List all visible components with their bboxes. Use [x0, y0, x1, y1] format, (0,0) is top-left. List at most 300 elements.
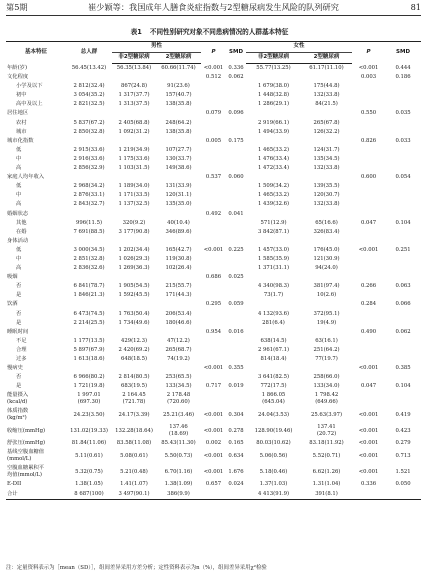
table-cell: 2 178.48 (720.60) [166, 392, 191, 406]
table-cell: 0.062 [395, 328, 411, 335]
table-cell: 1 721(19.8) [73, 383, 105, 390]
table-cell: 0.035 [395, 110, 411, 117]
table-cell: 0.165 [228, 440, 244, 447]
row-label: E-DII [7, 481, 22, 488]
table-cell: 320(9.2) [122, 219, 146, 226]
table-cell [66, 173, 112, 182]
table-cell: <0.001 [358, 365, 379, 372]
table-cell: 132(33.8) [313, 201, 340, 208]
table-cell: 133(34.5) [165, 383, 192, 390]
table-cell: 0.295 [205, 301, 222, 308]
table-cell [112, 109, 156, 118]
table-cell: 2 836(32.6) [73, 265, 105, 272]
table-cell: 1 465(33.2) [257, 146, 290, 153]
table-cell: 180(46.6) [165, 319, 192, 326]
table-cell [226, 337, 246, 346]
table-cell: 2 851(32.8) [73, 255, 105, 262]
table-cell [112, 300, 156, 309]
col-smd-male: SMD [226, 42, 246, 64]
table-cell [226, 373, 246, 382]
table-row [6, 448, 421, 464]
row-label: 空腹血糖累积平 均值(mmol/L) [7, 465, 45, 479]
table-cell [156, 73, 201, 82]
table-cell: 1 189(34.0) [118, 183, 150, 190]
table-cell: 1 905(54.5) [118, 283, 150, 290]
table-row [6, 155, 421, 164]
table-cell: 74(19.2) [167, 356, 190, 362]
col-p-female: P [352, 42, 385, 64]
table-cell: 1 177(13.5) [73, 337, 105, 344]
table-row [6, 490, 421, 500]
row-label: 过多 [16, 356, 27, 362]
col-basic: 基本特征 [6, 42, 66, 64]
table-cell: 326(83.4) [313, 228, 340, 235]
table-cell: 0.634 [228, 452, 244, 459]
row-label: 否 [16, 283, 22, 290]
row-label: 中 [16, 192, 22, 199]
row-label: 低 [16, 246, 22, 253]
table-cell: 0.512 [205, 74, 222, 81]
table-cell [201, 346, 226, 355]
table-cell: 0.304 [228, 411, 244, 418]
table-cell [301, 273, 352, 282]
table-cell: 5 837(67.2) [73, 119, 105, 126]
table-row [6, 173, 421, 182]
table-cell [385, 200, 421, 209]
table-cell: 19(4.9) [316, 319, 337, 326]
table-number: 表1 [130, 28, 142, 36]
row-label: 体质指数 (kg/m²) [7, 408, 29, 422]
row-label: 高 [16, 201, 22, 208]
table-caption [0, 26, 427, 36]
col-female-non-t2dm: 非2型糖尿病 [246, 53, 301, 64]
table-row [6, 91, 421, 100]
table-cell: <0.001 [203, 468, 224, 475]
table-cell: 1 269(36.3) [118, 265, 150, 272]
table-cell [201, 391, 226, 407]
table-cell: 25.63(3.97) [310, 411, 343, 418]
row-label: 慢病史 [7, 365, 23, 372]
row-label: 中 [16, 255, 22, 262]
table-cell: 648(18.5) [120, 356, 148, 362]
table-cell: 683(19.5) [120, 383, 148, 390]
table-cell: 1 997.01 (697.30) [77, 392, 101, 406]
table-cell: 1 476(33.4) [257, 155, 290, 162]
table-cell [156, 273, 201, 282]
table-cell [385, 119, 421, 128]
table-cell: 1.38(1.09) [164, 481, 193, 488]
table-cell: 1.31(1.04) [312, 481, 341, 488]
table-cell: 0.002 [205, 440, 222, 447]
table-cell: 346(89.6) [165, 228, 192, 235]
table-cell: 0.060 [228, 174, 244, 181]
table-cell: 0.079 [205, 110, 222, 117]
row-label: 睡眠时间 [7, 328, 29, 335]
table-cell [352, 255, 385, 264]
table-cell: 0.225 [228, 246, 244, 253]
col-p-male: P [201, 42, 226, 64]
table-row [6, 219, 421, 228]
table-cell: 265(68.7) [165, 346, 192, 353]
table-cell: 0.419 [395, 411, 411, 418]
table-row [6, 182, 421, 191]
table-cell: 0.066 [395, 301, 411, 308]
table-row [6, 391, 421, 407]
table-cell: 0.186 [395, 74, 411, 81]
table-cell [201, 228, 226, 237]
table-cell: 0.251 [395, 246, 411, 253]
col-female: 女性 [246, 42, 352, 53]
table-cell [385, 164, 421, 173]
table-cell [156, 137, 201, 146]
table-cell: 121(30.9) [313, 255, 340, 262]
row-label: 文化程度 [7, 74, 29, 81]
table-cell [385, 91, 421, 100]
table-cell [352, 228, 385, 237]
table-cell: 6.70(1.16) [164, 468, 193, 475]
table-cell: 73(1.7) [263, 292, 284, 299]
table-cell: 131.02(19.33) [70, 427, 108, 434]
table-cell: 0.104 [395, 383, 411, 390]
table-cell [201, 319, 226, 328]
table-cell [226, 490, 246, 500]
table-cell [66, 137, 112, 146]
table-cell: 2 821(32.5) [73, 101, 105, 108]
table-cell [352, 82, 385, 91]
table-cell: 60.66(11.74) [161, 65, 196, 71]
table-cell: 0.490 [360, 328, 377, 335]
table-cell [226, 82, 246, 91]
table-cell [112, 237, 156, 246]
table-cell [112, 328, 156, 337]
table-cell [385, 182, 421, 191]
row-label: 中 [16, 155, 22, 162]
table-cell: 2 843(32.7) [73, 201, 105, 208]
table-cell [201, 164, 226, 173]
table-cell: 0.713 [395, 452, 411, 459]
table-row [6, 364, 421, 373]
table-cell: 1 592(45.5) [118, 292, 150, 299]
table-cell [156, 173, 201, 182]
table-cell: 258(66.0) [313, 374, 340, 381]
table-cell [66, 109, 112, 118]
table-cell: 2 915(33.6) [73, 146, 105, 153]
table-cell: 107(27.7) [165, 146, 192, 153]
table-row [6, 246, 421, 255]
table-cell: 0.266 [360, 283, 377, 290]
table-cell: 83.58(11.08) [116, 440, 152, 447]
table-row [6, 291, 421, 300]
table-cell: 571(12.9) [260, 219, 287, 226]
table-cell: 1 509(34.2) [257, 183, 290, 190]
table-cell: 1 317(37.7) [118, 92, 150, 99]
table-cell [246, 364, 301, 373]
table-cell: 0.005 [205, 137, 222, 144]
table-cell: 2 919(66.1) [257, 119, 290, 126]
table-cell: 81.84(11.06) [71, 440, 107, 447]
table-cell: 429(12.3) [120, 337, 148, 344]
table-cell: 1 439(32.6) [257, 201, 290, 208]
table-cell [226, 100, 246, 109]
table-cell [301, 328, 352, 337]
table-cell: 0.059 [228, 301, 244, 308]
header-rule [6, 15, 421, 16]
table-cell [226, 355, 246, 364]
table-row [6, 109, 421, 118]
table-cell: 135(34.5) [313, 155, 340, 162]
table-cell [385, 373, 421, 382]
row-label: 城市 [16, 128, 27, 135]
header-row-1 [6, 42, 421, 53]
table-cell: 248(64.2) [165, 119, 192, 126]
table-cell [385, 146, 421, 155]
table-cell [226, 319, 246, 328]
table-cell [352, 119, 385, 128]
table-cell [246, 273, 301, 282]
table-cell: 1 585(35.9) [257, 255, 290, 262]
table-cell [352, 291, 385, 300]
table-cell [352, 310, 385, 319]
table-cell: 0.096 [228, 110, 244, 117]
table-cell [201, 264, 226, 273]
table-cell: 3 000(34.5) [73, 246, 105, 253]
table-cell [226, 146, 246, 155]
table-cell [352, 319, 385, 328]
table-cell: 137.46 (18.69) [168, 424, 189, 438]
table-cell [385, 210, 421, 219]
table-cell [385, 273, 421, 282]
table-cell: 0.279 [395, 440, 411, 447]
table-cell [226, 155, 246, 164]
table-cell [352, 191, 385, 200]
row-label: 城市化指数 [7, 137, 34, 144]
table-row [6, 146, 421, 155]
table-cell: 281(6.4) [262, 319, 285, 326]
table-row [6, 137, 421, 146]
table-row [6, 480, 421, 489]
table-cell: 1 092(31.2) [118, 128, 150, 135]
table-cell [226, 346, 246, 355]
table-cell: 4 132(93.6) [257, 310, 290, 317]
table-cell: 1 202(34.4) [118, 246, 150, 253]
table-row [6, 337, 421, 346]
table-cell [201, 373, 226, 382]
table-row [6, 64, 421, 74]
table-cell [226, 200, 246, 209]
table-cell: 867(24.8) [120, 83, 148, 90]
table-cell [112, 173, 156, 182]
table-cell: 120(31.1) [165, 192, 192, 199]
table-cell [352, 273, 385, 282]
table-cell: 5.06(0.56) [259, 452, 288, 459]
table-cell: 135(35.0) [165, 201, 192, 208]
row-label: 婚姻状态 [7, 210, 29, 217]
table-cell: 132(33.8) [313, 165, 340, 172]
table-cell [246, 173, 301, 182]
row-label: 收缩压(mmHg) [7, 427, 46, 434]
table-cell: 0.954 [205, 328, 222, 335]
table-cell: 0.047 [360, 219, 377, 226]
table-cell: <0.001 [358, 452, 379, 459]
table-cell [385, 264, 421, 273]
table-cell: 5.21(0.48) [120, 468, 148, 475]
row-label: 家庭人均年收入 [7, 174, 45, 181]
running-title: 崔少颖等：我国成年人膳食炎症指数与2型糖尿病发生风险的队列研究 [88, 2, 339, 12]
row-label: 否 [16, 310, 22, 317]
table-cell [246, 73, 301, 82]
table-cell: 139(35.5) [313, 183, 340, 190]
table-cell [226, 282, 246, 291]
row-label: 饮酒 [7, 301, 18, 308]
col-total: 总人群 [66, 42, 112, 64]
table-cell [301, 364, 352, 373]
table-cell: 1 472(33.4) [257, 165, 290, 172]
table-cell: 5.11(0.61) [75, 452, 103, 459]
table-cell: 2 968(34.2) [73, 183, 105, 190]
table-cell: 206(53.4) [165, 310, 192, 317]
table-cell [112, 273, 156, 282]
table-cell: <0.001 [203, 64, 224, 71]
table-cell [352, 490, 385, 500]
table-cell [156, 300, 201, 309]
table-cell [385, 128, 421, 137]
table-cell [156, 210, 201, 219]
table-cell: 1 846(21.3) [73, 292, 105, 299]
table-cell: 265(67.8) [313, 119, 340, 126]
table-cell: 2 405(68.8) [118, 119, 150, 126]
row-label: 身体活动 [7, 237, 29, 244]
table-cell: 0.016 [228, 328, 244, 335]
table-cell: <0.001 [358, 411, 379, 418]
table-cell: 0.385 [395, 365, 411, 372]
table-cell [66, 210, 112, 219]
table-cell [226, 219, 246, 228]
table-cell: <0.001 [203, 246, 224, 253]
table-cell [66, 273, 112, 282]
table-cell: <0.001 [203, 365, 224, 372]
table-cell: 0.717 [205, 383, 222, 390]
table-cell: 1 494(33.9) [257, 128, 290, 135]
table-cell [352, 146, 385, 155]
table-cell [226, 237, 246, 246]
table-cell [66, 328, 112, 337]
table-cell: 0.444 [395, 64, 411, 71]
table-cell [301, 73, 352, 82]
table-cell: 1 465(33.2) [257, 192, 290, 199]
table-cell: 1.41(1.07) [120, 481, 148, 488]
table-cell [156, 237, 201, 246]
table-cell: 102(26.4) [165, 265, 192, 272]
table-cell [226, 310, 246, 319]
col-smd-female: SMD [385, 42, 421, 64]
table-cell [66, 73, 112, 82]
table-cell: 0.003 [360, 74, 377, 81]
table-cell [352, 337, 385, 346]
table-cell: 1 286(29.1) [257, 101, 290, 108]
table-cell: 126(32.2) [313, 128, 340, 135]
row-label: 高中及以上 [16, 101, 43, 108]
table-cell: 1 313(37.5) [118, 101, 150, 108]
table-row [6, 328, 421, 337]
row-label: 是 [16, 383, 22, 390]
table-cell: 5 897(67.9) [73, 346, 105, 353]
table-cell: 128.90(19.46) [254, 427, 293, 434]
table-cell: 138(35.8) [165, 101, 192, 108]
table-cell: 814(18.4) [260, 356, 287, 362]
row-label: 高 [16, 165, 22, 172]
row-label: 初中 [16, 92, 27, 99]
table-cell [246, 328, 301, 337]
table-row [6, 237, 421, 246]
table-cell: 3 842(87.1) [257, 228, 290, 235]
table-cell [201, 219, 226, 228]
table-cell: 2 961(67.1) [257, 346, 290, 353]
table-cell: 0.336 [360, 481, 377, 488]
row-label: 合理 [16, 346, 27, 353]
table-cell [246, 237, 301, 246]
table-cell: 381(97.4) [313, 283, 340, 290]
table-cell: <0.001 [203, 427, 224, 434]
table-cell: 0.284 [360, 301, 377, 308]
table-row [6, 128, 421, 137]
table-cell [385, 237, 421, 246]
table-cell [352, 210, 385, 219]
table-cell: 2 916(33.6) [73, 155, 105, 162]
table-cell [301, 137, 352, 146]
table-cell: 6.62(1.26) [312, 468, 341, 475]
table-cell: 0.104 [395, 219, 411, 226]
table-cell: 772(17.5) [260, 383, 287, 390]
table-cell [201, 128, 226, 137]
table-cell: 1 219(34.9) [118, 146, 150, 153]
table-row [6, 382, 421, 391]
table-cell [226, 291, 246, 300]
table-cell: 0.600 [360, 174, 377, 181]
table-cell: 132.28(18.64) [115, 427, 153, 434]
table-cell: 56.45(13.42) [71, 64, 107, 71]
table-cell [301, 210, 352, 219]
row-label: 能量摄入 (kcal/d) [7, 392, 29, 406]
table-row [6, 191, 421, 200]
table-row [6, 464, 421, 480]
table-cell [201, 355, 226, 364]
table-cell: 84(21.5) [315, 101, 338, 108]
table-cell [112, 364, 156, 373]
table-cell [385, 191, 421, 200]
table-cell: 2 420(69.2) [118, 346, 150, 353]
table-cell: 130(33.7) [165, 155, 192, 162]
table-cell: 138(35.8) [165, 128, 192, 135]
row-label: 在婚 [16, 228, 27, 235]
table-note: 注：定量资料表示为［mean（SD）］，组间差异采用方差分析；定性资料表示为n（%），组间差异采用χ²检验 [6, 565, 267, 571]
table-cell [385, 291, 421, 300]
table-cell [352, 128, 385, 137]
table-cell: 94(24.0) [315, 265, 338, 272]
table-row [6, 73, 421, 82]
table-cell: 0.033 [395, 137, 411, 144]
table-cell: 3 054(35.2) [73, 92, 105, 99]
table-cell [385, 82, 421, 91]
table-cell: 0.686 [205, 274, 222, 281]
table-cell: 1.37(1.03) [259, 481, 288, 488]
table-cell: 1 175(33.6) [118, 155, 150, 162]
row-label: 农村 [16, 119, 27, 126]
characteristics-table [6, 41, 421, 500]
table-cell: 65(16.6) [315, 219, 338, 226]
table-cell: 2 214(25.5) [73, 319, 105, 326]
table-cell [201, 155, 226, 164]
table-cell: 386(9.9) [156, 490, 201, 500]
